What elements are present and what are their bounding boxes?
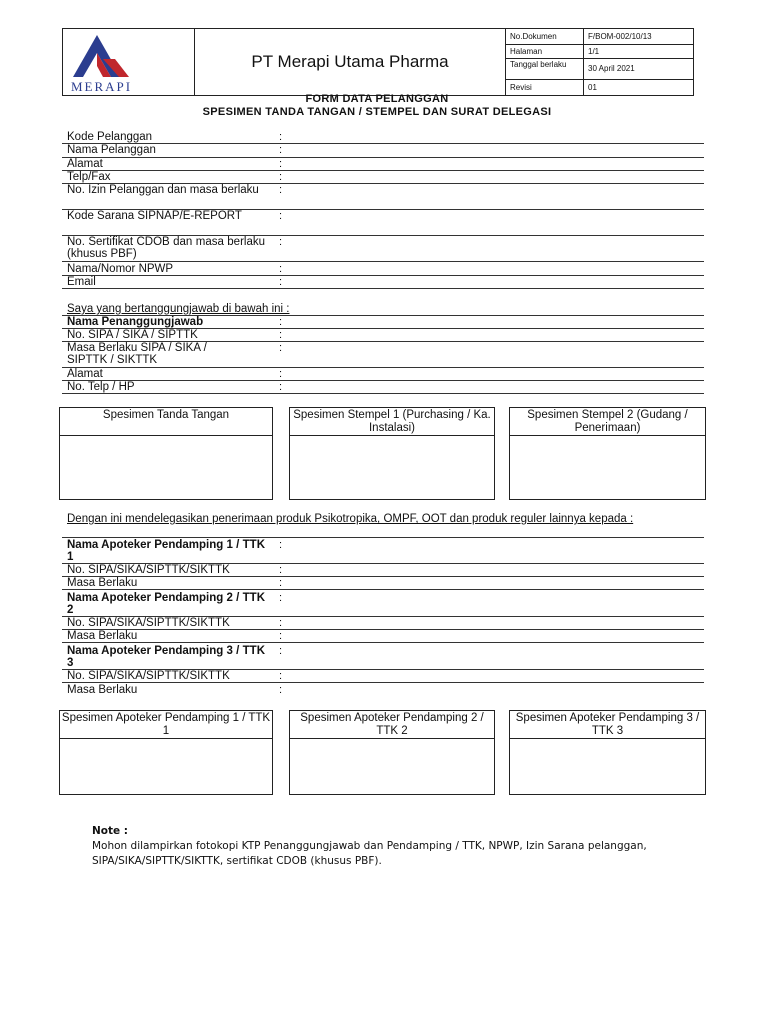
field-colon: :	[279, 381, 283, 393]
field-colon: :	[279, 342, 283, 354]
company-logo	[63, 29, 195, 95]
field-colon: :	[279, 263, 283, 275]
field-label: Nama/Nomor NPWP	[67, 263, 174, 275]
field-label: Telp/Fax	[67, 171, 111, 183]
meta-value: F/BOM-002/10/13	[588, 32, 652, 41]
field-line-telp-hp[interactable]	[62, 393, 704, 394]
field-label: No. SIPA / SIKA / SIPTTK	[67, 329, 198, 341]
specimen-box-title: Spesimen Tanda Tangan	[60, 408, 272, 436]
meta-row	[506, 45, 693, 59]
field-label: Masa Berlaku	[67, 684, 138, 696]
logo-text: MERAPI	[71, 79, 133, 94]
field-label: No. Izin Pelanggan dan masa berlaku	[67, 184, 259, 196]
specimen-box-title: Spesimen Stempel 2 (Gudang / Penerimaan)	[510, 408, 705, 436]
field-label: Kode Pelanggan	[67, 131, 153, 143]
meta-row	[506, 29, 693, 45]
specimen-box-stamp-1[interactable]	[289, 407, 495, 500]
field-colon: :	[279, 577, 283, 589]
field-colon: :	[279, 236, 283, 248]
field-label: Nama Apoteker Pendamping 3 / TTK 3	[67, 645, 265, 669]
responsible-intro: Saya yang bertanggungjawab di bawah ini :	[67, 303, 290, 315]
company-name: PT Merapi Utama Pharma	[195, 29, 506, 95]
specimen-box-pendamping-3[interactable]	[509, 710, 706, 795]
field-line-sipa-3[interactable]	[62, 682, 704, 683]
field-label: No. SIPA/SIKA/SIPTTK/SIKTTK	[67, 564, 230, 576]
note-body: Mohon dilampirkan fotokopi KTP Penanggungjawab dan Pendamping / TTK, NPWP, Izin Sarana pelanggan, SIPA/SIKA/SIPTTK/SIKTTK, sertifikat CDOB (khusus PBF).	[92, 840, 647, 867]
field-colon: :	[279, 617, 283, 629]
field-colon: :	[279, 670, 283, 682]
field-label: No. Telp / HP	[67, 381, 135, 393]
field-label: Nama Apoteker Pendamping 1 / TTK 1	[67, 539, 265, 563]
field-colon: :	[279, 171, 283, 183]
field-colon: :	[279, 184, 283, 196]
field-label: No. SIPA/SIKA/SIPTTK/SIKTTK	[67, 670, 230, 682]
field-label: Kode Sarana SIPNAP/E-REPORT	[67, 210, 242, 222]
field-colon: :	[279, 630, 283, 642]
field-colon: :	[279, 144, 283, 156]
form-title: FORM DATA PELANGGAN	[305, 93, 449, 105]
field-label: Masa Berlaku SIPA / SIKA / SIPTTK / SIKTTK	[67, 342, 207, 366]
meta-key: No.Dokumen	[510, 32, 557, 41]
field-label: Nama Penanggungjawab	[67, 316, 204, 328]
field-colon: :	[279, 539, 283, 551]
form-subtitle: SPESIMEN TANDA TANGAN / STEMPEL DAN SURAT DELEGASI	[202, 106, 552, 118]
field-label: Email	[67, 276, 96, 288]
meta-key: Revisi	[510, 83, 532, 92]
field-label: Masa Berlaku	[67, 630, 138, 642]
meta-row	[506, 59, 693, 80]
meta-key: Tanggal berlaku	[510, 60, 567, 69]
field-label: Nama Apoteker Pendamping 2 / TTK 2	[67, 592, 265, 616]
field-line-email[interactable]	[62, 288, 704, 289]
field-colon: :	[279, 210, 283, 222]
field-label: No. SIPA/SIKA/SIPTTK/SIKTTK	[67, 617, 230, 629]
field-label: Masa Berlaku	[67, 577, 138, 589]
field-colon: :	[279, 592, 283, 604]
meta-key: Halaman	[510, 47, 543, 56]
specimen-box-title: Spesimen Stempel 1 (Purchasing / Ka. Instalasi)	[290, 408, 494, 436]
field-label: No. Sertifikat CDOB dan masa berlaku (khusus PBF)	[67, 236, 265, 260]
field-colon: :	[279, 158, 283, 170]
field-colon: :	[279, 276, 283, 288]
note-heading: Note :	[92, 825, 128, 837]
merapi-logo-icon	[63, 29, 194, 95]
field-colon: :	[279, 131, 283, 143]
specimen-box-title: Spesimen Apoteker Pendamping 1 / TTK 1	[61, 712, 271, 737]
field-line-masa-1[interactable]	[62, 589, 704, 590]
field-colon: :	[279, 316, 283, 328]
meta-value: 30 April 2021	[588, 64, 635, 73]
field-label: Alamat	[67, 368, 103, 380]
divider	[62, 537, 704, 538]
document-header	[62, 28, 694, 96]
specimen-box-stamp-2[interactable]	[509, 407, 706, 500]
field-colon: :	[279, 645, 283, 657]
specimen-box-title: Spesimen Apoteker Pendamping 2 / TTK 2	[290, 711, 494, 739]
field-line-sertifikat-cdob[interactable]	[62, 261, 704, 262]
field-line-masa-2[interactable]	[62, 642, 704, 643]
delegation-intro: Dengan ini mendelegasikan penerimaan produk Psikotropika, OMPF, OOT dan produk reguler lainnya kepada :	[67, 513, 634, 525]
meta-value: 1/1	[588, 47, 600, 56]
specimen-box-title: Spesimen Apoteker Pendamping 3 / TTK 3	[510, 711, 705, 739]
specimen-box-pendamping-1[interactable]	[59, 710, 273, 795]
specimen-box-signature[interactable]	[59, 407, 273, 500]
field-colon: :	[279, 368, 283, 380]
field-label: Nama Pelanggan	[67, 144, 156, 156]
field-label: Alamat	[67, 158, 103, 170]
field-colon: :	[279, 684, 283, 696]
field-colon: :	[279, 564, 283, 576]
field-colon: :	[279, 329, 283, 341]
specimen-box-pendamping-2[interactable]	[289, 710, 495, 795]
document-meta	[506, 29, 693, 95]
meta-value: 01	[588, 83, 597, 92]
